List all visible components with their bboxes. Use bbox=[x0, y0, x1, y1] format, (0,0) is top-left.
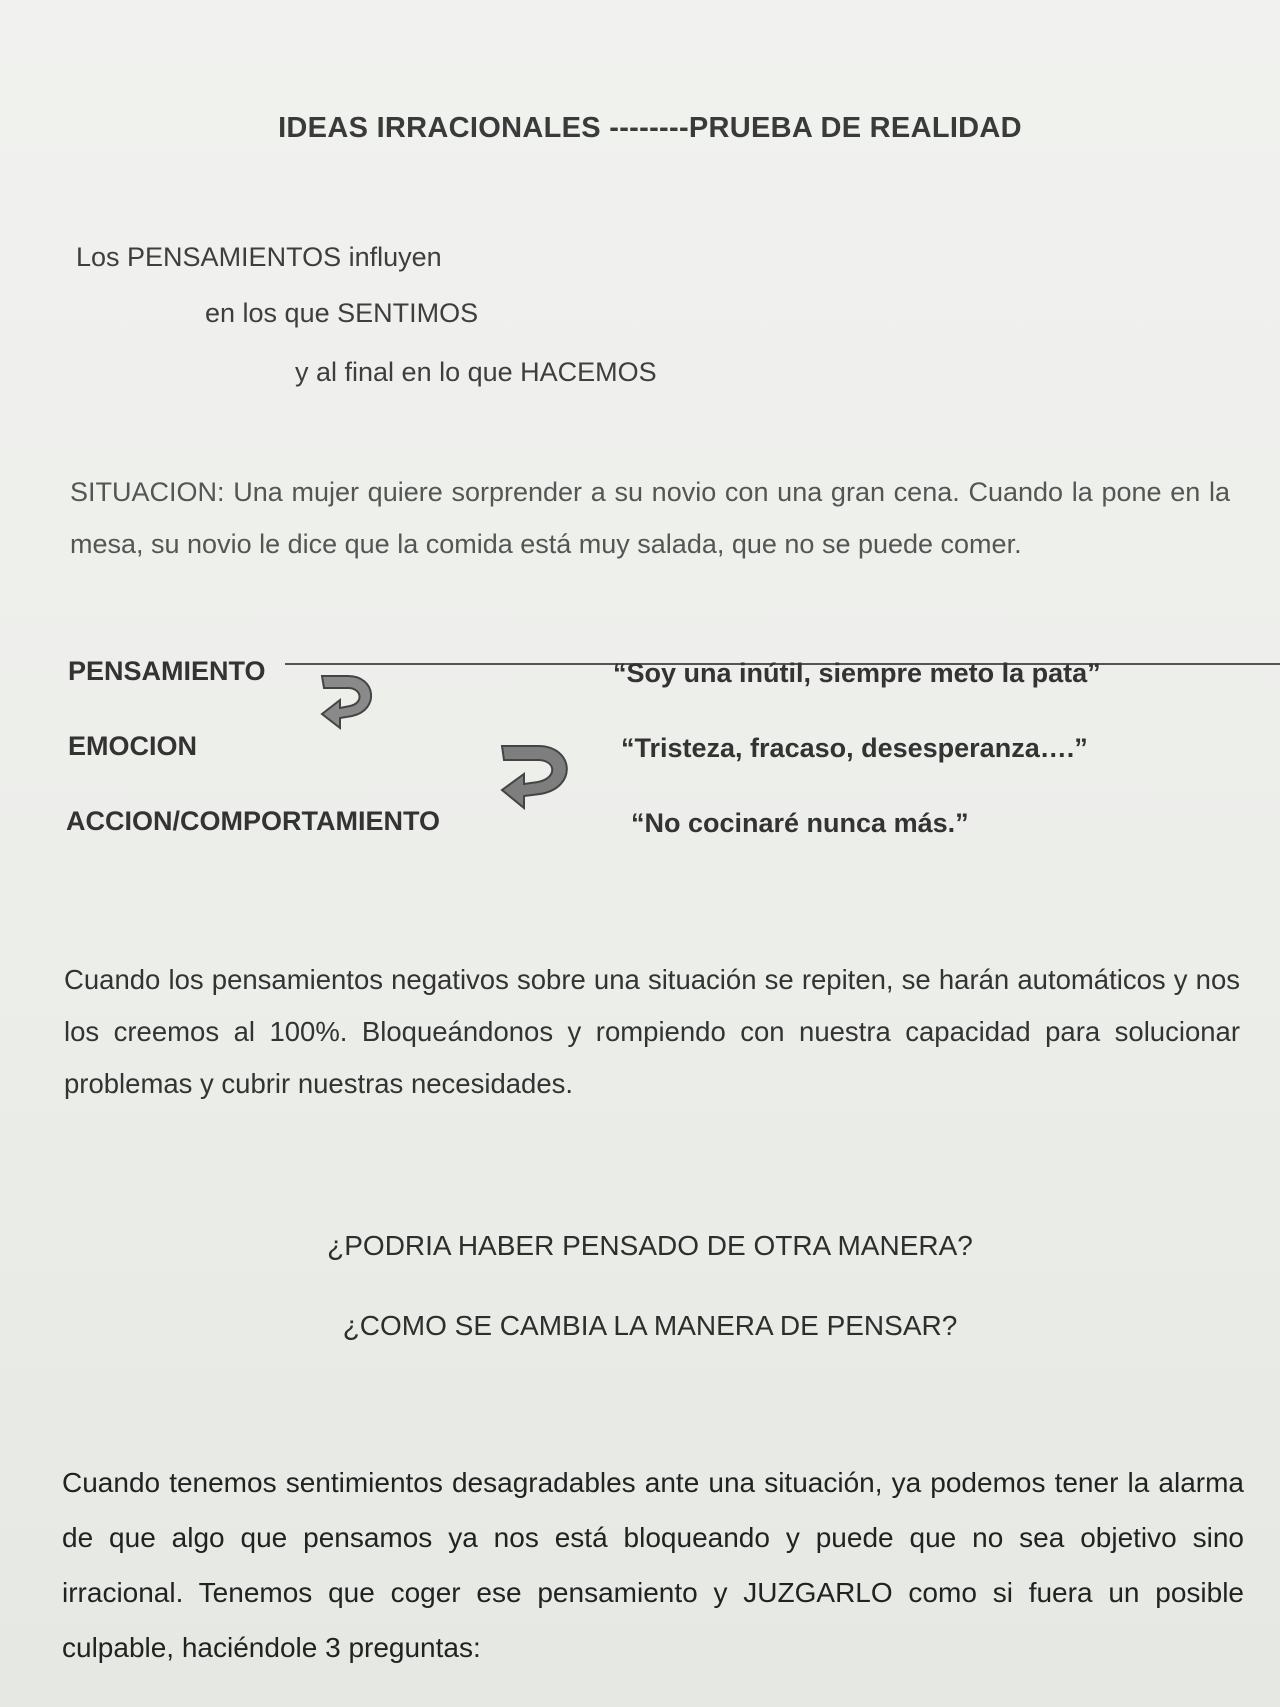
chain-label-emocion: EMOCION bbox=[68, 731, 198, 761]
curved-arrow-icon bbox=[498, 740, 578, 816]
chain-quote-accion: “No cocinaré nunca más.” bbox=[631, 808, 969, 838]
question-2: ¿COMO SE CAMBIA LA MANERA DE PENSAR? bbox=[342, 1310, 958, 1341]
chain-label-pensamiento: PENSAMIENTO bbox=[68, 656, 266, 686]
intro-line-2: en los que SENTIMOS bbox=[205, 298, 479, 328]
judge-thought-paragraph: Cuando tenemos sentimientos desagradables ante una situación, ya podemos tener la alarma de que algo que pensamos ya nos está bloqueando y puede que no sea objetivo sino irracional. Tenemos que coger ese pensamiento y JUZGARLO como si fuera un posible culpable, haciéndole 3 preguntas: bbox=[62, 1467, 1244, 1663]
intro-line-3: y al final en lo que HACEMOS bbox=[295, 357, 657, 387]
automatic-thoughts-paragraph: Cuando los pensamientos negativos sobre una situación se repiten, se harán automáticos y nos los creemos al 100%. Bloqueándonos y rompiendo con nuestra capacidad para solucionar problemas y cubrir nuestras necesidades. bbox=[64, 964, 1240, 1099]
intro-line-1: Los PENSAMIENTOS influyen bbox=[76, 242, 442, 272]
chain-quote-pensamiento: “Soy una inútil, siempre meto la pata” bbox=[613, 658, 1101, 688]
chain-quote-emocion: “Tristeza, fracaso, desesperanza….” bbox=[621, 733, 1088, 763]
question-1: ¿PODRIA HABER PENSADO DE OTRA MANERA? bbox=[327, 1230, 973, 1261]
curved-arrow-icon bbox=[318, 668, 384, 738]
chain-label-accion: ACCION/COMPORTAMIENTO bbox=[66, 806, 440, 836]
situation-paragraph: SITUACION: Una mujer quiere sorprender a su novio con una gran cena. Cuando la pone en la mesa, su novio le dice que la comida está muy salada, que no se puede comer. bbox=[70, 477, 1230, 559]
page-title: IDEAS IRRACIONALES --------PRUEBA DE REALIDAD bbox=[278, 112, 1022, 144]
